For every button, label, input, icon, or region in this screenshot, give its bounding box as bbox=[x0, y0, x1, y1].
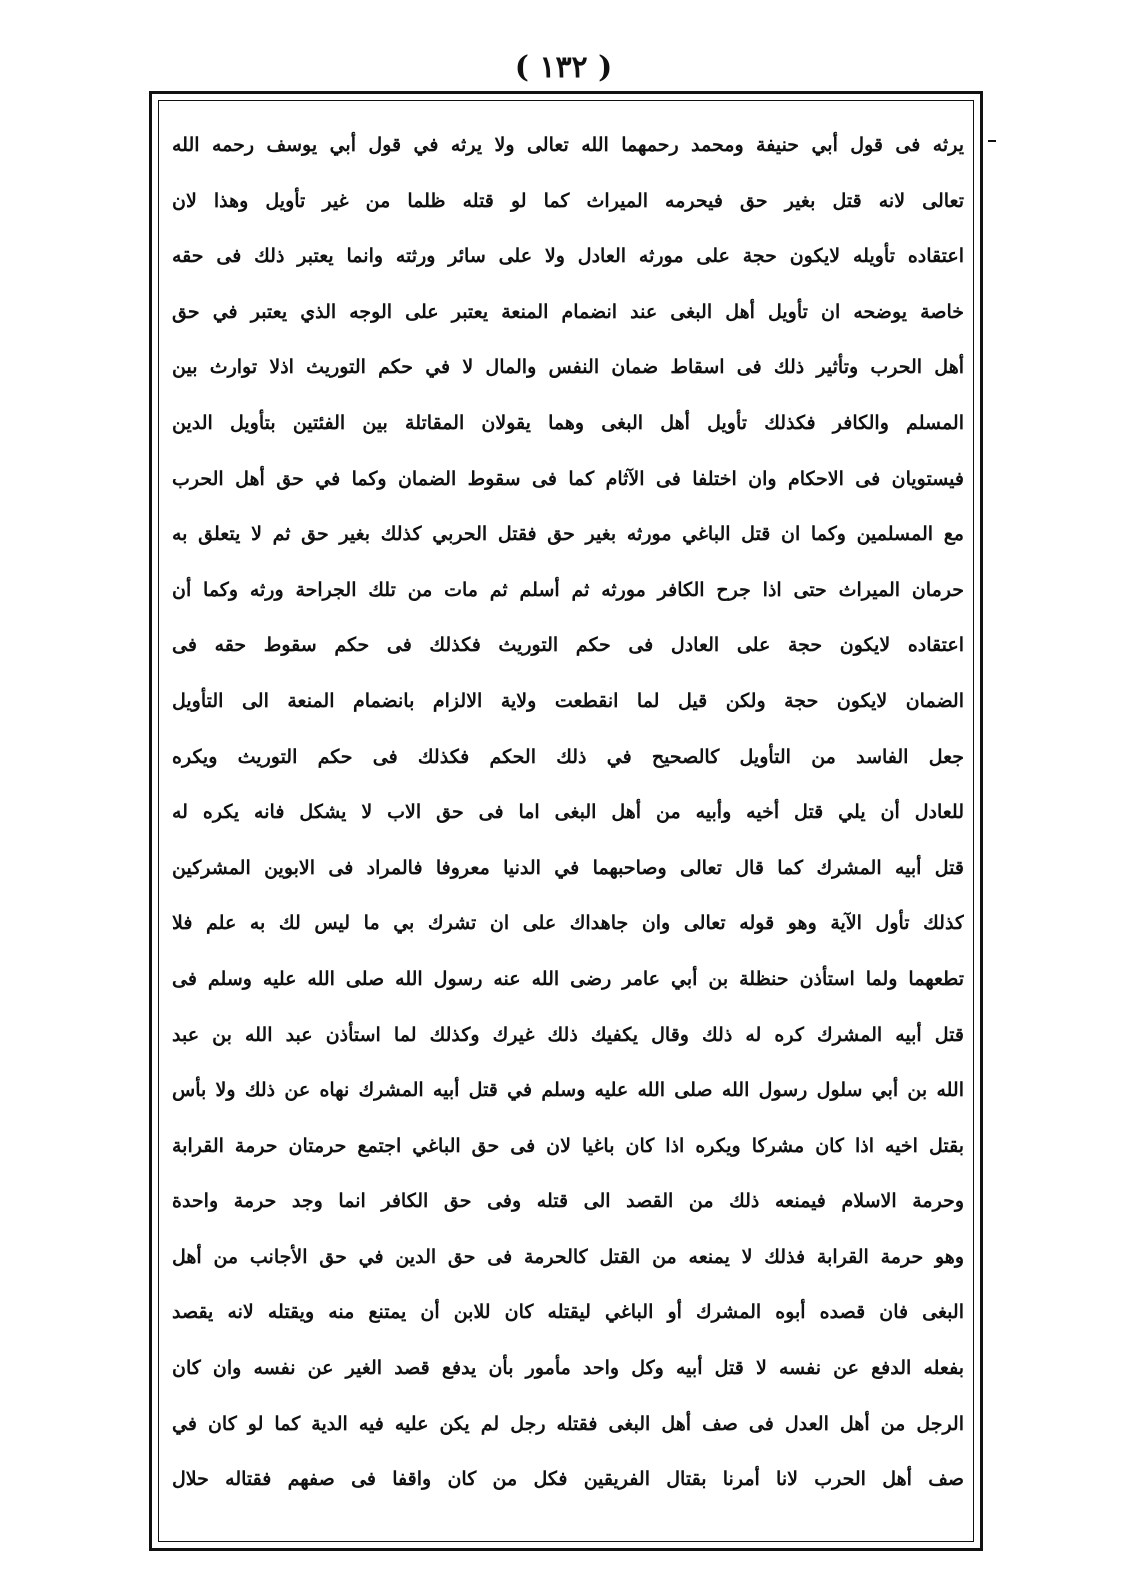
text-line: أهل الحرب وتأثير ذلك فى اسقاط ضمان النفس والمال لا في حكم التوريث اذلا توارث بين bbox=[172, 356, 964, 379]
text-line: قتل أبيه المشرك كما قال تعالى وصاحبهما في الدنيا معروفا فالمراد فى الابوين المشركين bbox=[172, 856, 964, 879]
text-line: اعتقاده تأويله لايكون حجة على مورثه العادل ولا على سائر ورثته وانما يعتبر ذلك فى حقه bbox=[172, 245, 964, 268]
text-line: اعتقاده لايكون حجة على العادل فى حكم التوريث فكذلك فى حكم سقوط حقه فى bbox=[172, 634, 964, 657]
text-line: قتل أبيه المشرك كره له ذلك وقال يكفيك ذلك غيرك وكذلك لما استأذن عبد الله بن عبد bbox=[172, 1023, 964, 1046]
text-line: وهو حرمة القرابة فذلك لا يمنعه من القتل كالحرمة فى حق الدين في حق الأجانب من أهل bbox=[172, 1245, 964, 1268]
text-line: جعل الفاسد من التأويل كالصحيح في ذلك الحكم فكذلك فى حكم التوريث ويكره bbox=[172, 745, 964, 768]
text-line: صف أهل الحرب لانا أمرنا بقتال الفريقين فكل من كان واقفا فى صفهم فقتاله حلال bbox=[172, 1468, 964, 1491]
page-number: ( ١٣٢ ) bbox=[514, 50, 613, 85]
text-line: فيستويان فى الاحكام وان اختلفا فى الآثام كما فى سقوط الضمان وكما في حق أهل الحرب bbox=[172, 467, 964, 490]
text-line: الضمان لايكون حجة ولكن قيل لما انقطعت ولاية الالزام بانضمام المنعة الى التأويل bbox=[172, 689, 964, 712]
text-line: بقتل اخيه اذا كان مشركا ويكره اذا كان باغيا لان فى حق الباغي اجتمع حرمتان حرمة القرابة bbox=[172, 1134, 964, 1157]
text-line: الرجل من أهل العدل فى صف أهل البغى فقتله رجل لم يكن عليه فيه الدية كما لو كان في bbox=[172, 1412, 964, 1435]
margin-mark bbox=[988, 140, 996, 142]
text-line: البغى فان قصده أبوه المشرك أو الباغي ليقتله كان للابن أن يمتنع منه ويقتله لانه يقصد bbox=[172, 1301, 964, 1324]
text-line: المسلم والكافر فكذلك تأويل أهل البغى وهما يقولان المقاتلة بين الفئتين بتأويل الدين bbox=[172, 411, 964, 434]
text-body bbox=[172, 118, 964, 1508]
text-line: تطعهما ولما استأذن حنظلة بن أبي عامر رضى الله عنه رسول الله صلى الله عليه وسلم فى bbox=[172, 967, 964, 990]
text-line: بفعله الدفع عن نفسه لا قتل أبيه وكل واحد مأمور بأن يدفع قصد الغير عن نفسه وان كان bbox=[172, 1357, 964, 1380]
text-line: يرثه فى قول أبي حنيفة ومحمد رحمهما الله تعالى ولا يرثه في قول أبي يوسف رحمه الله bbox=[172, 134, 964, 156]
text-line: تعالى لانه قتل بغير حق فيحرمه الميراث كما لو قتله ظلما من غير تأويل وهذا لان bbox=[172, 189, 964, 212]
text-line: للعادل أن يلي قتل أخيه وأبيه من أهل البغى اما فى حق الاب لا يشكل فانه يكره له bbox=[172, 801, 964, 824]
text-line: الله بن أبي سلول رسول الله صلى الله عليه وسلم في قتل أبيه المشرك نهاه عن ذلك ولا بأس bbox=[172, 1079, 964, 1102]
text-line: خاصة يوضحه ان تأويل أهل البغى عند انضمام المنعة يعتبر على الوجه الذي يعتبر في حق bbox=[172, 300, 964, 323]
text-line: مع المسلمين وكما ان قتل الباغي مورثه بغير حق فقتل الحربي كذلك بغير حق ثم لا يتعلق به bbox=[172, 523, 964, 546]
text-line: كذلك تأول الآية وهو قوله تعالى وان جاهداك على ان تشرك بي ما ليس لك به علم فلا bbox=[172, 912, 964, 935]
text-line: وحرمة الاسلام فيمنعه ذلك من القصد الى قتله وفى حق الكافر انما وجد حرمة واحدة bbox=[172, 1190, 964, 1213]
text-line: حرمان الميراث حتى اذا جرح الكافر مورثه ثم أسلم ثم مات من تلك الجراحة ورثه وكما أن bbox=[172, 578, 964, 601]
